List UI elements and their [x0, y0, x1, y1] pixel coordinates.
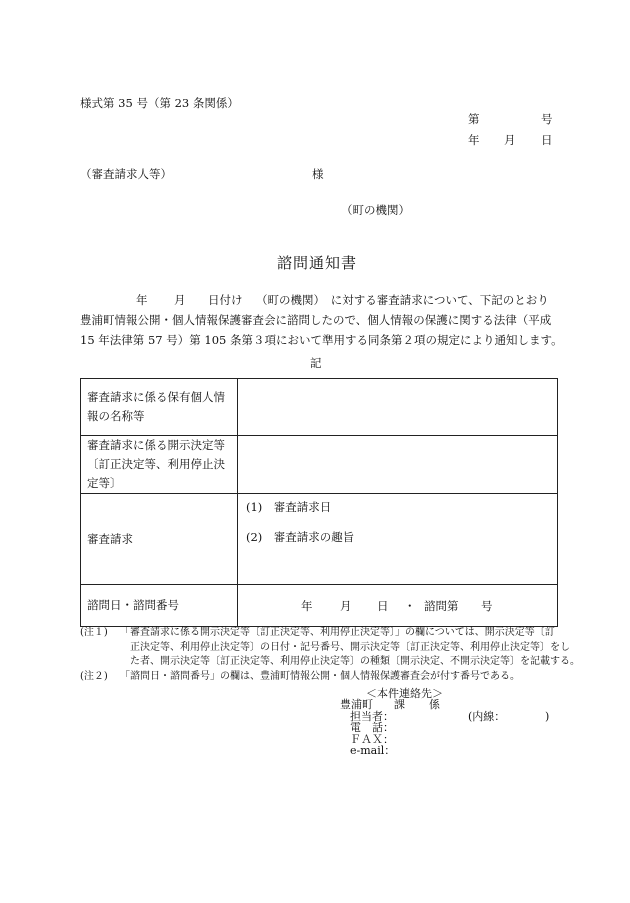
contact-extension: (内線：	[468, 709, 506, 723]
table-value-cell	[238, 379, 558, 436]
table-row	[81, 585, 558, 627]
inquiry-table	[80, 378, 558, 627]
body-line2: 豊浦町情報公開・個人情報保護審査会に諮問したので、個人情報の保護に関する法律（平成	[80, 313, 552, 327]
inquiry-year: 年	[301, 598, 313, 613]
contact-town: 豊浦町	[340, 698, 373, 712]
body-paragraph	[80, 290, 563, 350]
inquiry-month: 月	[340, 598, 352, 613]
doc-number-prefix: 第	[468, 112, 480, 126]
contact-heading: ＜本件連絡先＞	[366, 687, 443, 700]
row2-label-line2: 〔訂正決定等、利用停止決	[87, 457, 225, 471]
body-day: 日付け	[208, 293, 243, 307]
page-title: 諮問通知書	[277, 254, 358, 272]
table-row	[81, 436, 558, 494]
row1-label-line1: 審査請求に係る保有個人情	[87, 390, 225, 404]
note-1-line2: 正決定等、利用停止決定等〕の日付・記号番号、開示決定等〔訂正決定等、利用停止決定等〕をし	[130, 641, 570, 653]
table-label-cell	[81, 379, 238, 436]
row1-label-line2: 報の名称等	[87, 409, 145, 423]
contact-person: 担当者：	[350, 709, 394, 723]
contact-block	[340, 687, 550, 757]
inquiry-number-prefix: 諮問第	[424, 598, 459, 613]
contact-phone-line	[340, 722, 443, 733]
table-value-cell	[238, 494, 558, 585]
contact-unit: 係	[429, 698, 440, 712]
sender-label: （町の機関）	[341, 203, 410, 217]
recipient-honorific: 様	[312, 167, 324, 181]
row3-label: 審査請求	[87, 531, 133, 546]
date-day: 日	[541, 133, 553, 147]
contact-phone: 電 話：	[350, 721, 394, 735]
table-row	[81, 379, 558, 436]
table-value-cell	[238, 585, 558, 627]
contact-email-line	[340, 745, 443, 756]
row2-label-line1: 審査請求に係る開示決定等	[87, 438, 225, 452]
note-2	[80, 670, 558, 685]
inquiry-separator: ・	[404, 598, 416, 613]
body-line3: 15 年法律第 57 号）第 105 条第３項において準用する同条第２項の規定により通知します。	[80, 333, 563, 347]
table-label-cell	[81, 585, 238, 627]
table-label-cell	[81, 436, 238, 494]
contact-email: e-mail：	[350, 743, 396, 757]
row2-label-line3: 定等〕	[87, 476, 122, 490]
table-label-cell	[81, 494, 238, 585]
note-1-tag: (注１)	[80, 627, 108, 638]
date-year: 年	[468, 133, 480, 147]
note-2-line1: 「諮問日・諮問番号」の欄は、豊浦町情報公開・個人情報保護審査会が付す番号である。	[120, 670, 520, 682]
ki-heading: 記	[310, 356, 322, 370]
body-year: 年	[136, 293, 148, 307]
table-row	[81, 494, 558, 585]
form-number: 様式第 35 号（第 23 条関係）	[80, 96, 239, 110]
note-1	[80, 626, 580, 670]
note-2-tag: (注２)	[80, 670, 108, 682]
note-1-line3: た者、開示決定等〔訂正決定等、利用停止決定等〕の種類〔開示決定、不開示決定等〕を記載する。	[130, 656, 580, 668]
body-line1: （町の機関） に対する審査請求について、下記のとおり	[256, 293, 549, 307]
inquiry-day: 日	[377, 598, 389, 613]
contact-extension-close: )	[545, 709, 550, 723]
contact-fax: ＦＡＸ：	[350, 732, 394, 746]
inquiry-number-suffix: 号	[481, 598, 493, 613]
request-date-item: (1) 審査請求日	[246, 500, 332, 514]
note-1-line1: 「審査請求に係る開示決定等〔訂正決定等、利用停止決定等〕」の欄については、開示決定等〔訂	[120, 627, 555, 638]
row4-label: 諮問日・諮問番号	[87, 598, 179, 612]
date-month: 月	[504, 133, 516, 147]
notes	[80, 626, 580, 684]
doc-number-suffix: 号	[541, 112, 553, 126]
body-month: 月	[174, 293, 186, 307]
recipient-label: （審査請求人等）	[80, 167, 172, 181]
request-purpose-item: (2) 審査請求の趣旨	[246, 530, 355, 544]
table-value-cell	[238, 436, 558, 494]
contact-section: 課	[394, 698, 405, 712]
